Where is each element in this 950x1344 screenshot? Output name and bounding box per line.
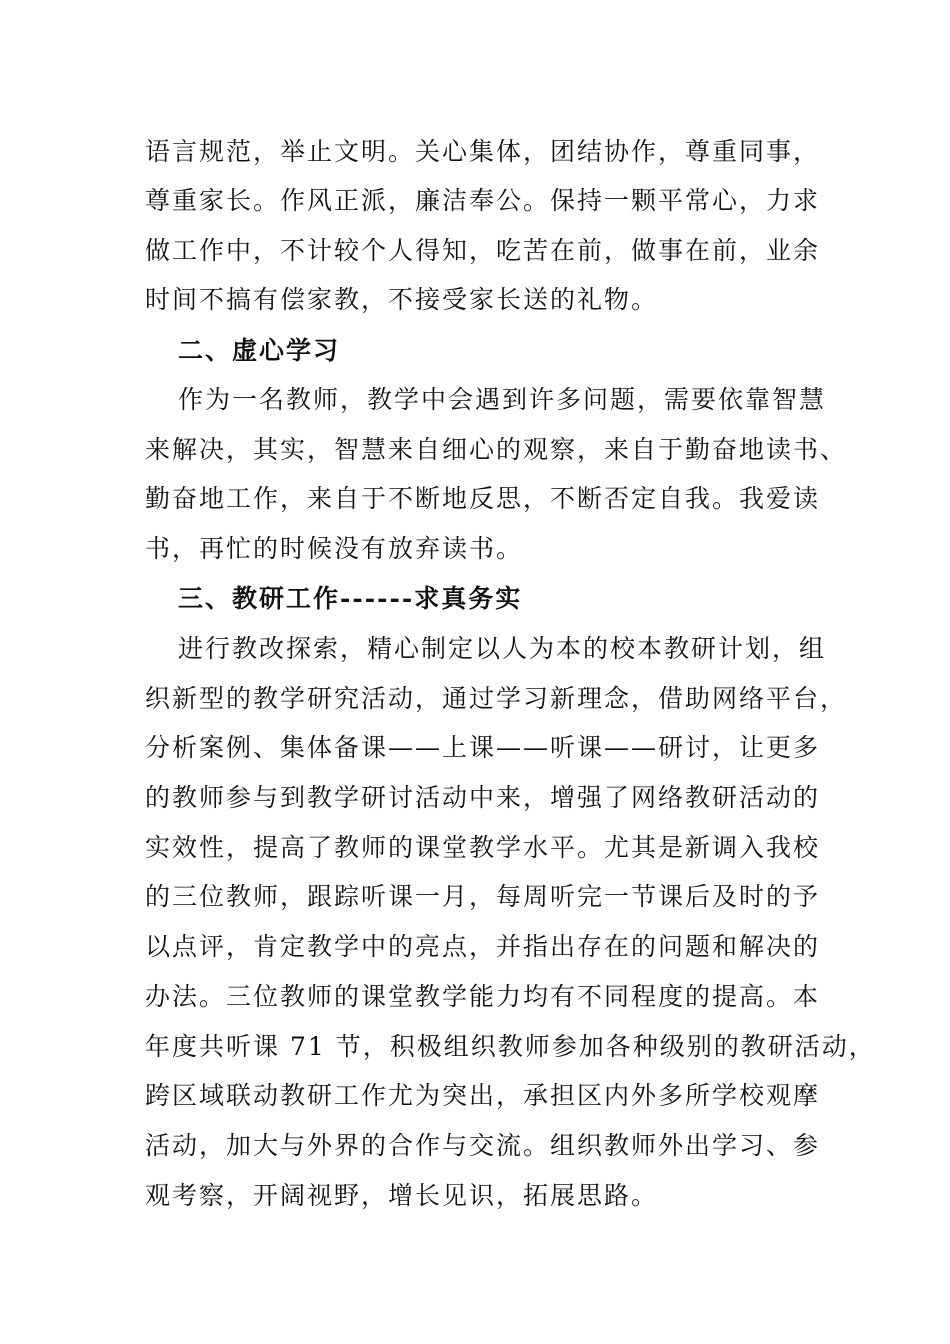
paragraph-line: 尊重家长。作风正派，廉洁奉公。保持一颗平常心，力求 xyxy=(145,186,821,215)
paragraph-line: 勤奋地工作，来自于不断地反思，不断否定自我。我爱读 xyxy=(145,484,821,513)
paragraph-line: 年度共听课 71 节，积极组织教师参加各种级别的教研活动， xyxy=(145,1032,876,1061)
section-heading-2: 二、虚心学习 xyxy=(178,336,341,365)
paragraph-line: 织新型的教学研究活动，通过学习新理念，借助网络平台， xyxy=(145,684,848,713)
paragraph-line: 作为一名教师，教学中会遇到许多问题，需要依靠智慧 xyxy=(178,385,827,414)
paragraph-line: 的教师参与到教学研讨活动中来，增强了网络教研活动的 xyxy=(145,783,821,812)
paragraph-line: 办法。三位教师的课堂教学能力均有不同程度的提高。本 xyxy=(145,982,821,1011)
paragraph-line: 以点评，肯定教学中的亮点，并指出存在的问题和解决的 xyxy=(145,932,821,961)
paragraph-line: 的三位教师，跟踪听课一月，每周听完一节课后及时的予 xyxy=(145,882,821,911)
paragraph-line: 观考察，开阔视野，增长见识，拓展思路。 xyxy=(145,1181,659,1210)
paragraph-line: 活动，加大与外界的合作与交流。组织教师外出学习、参 xyxy=(145,1131,821,1160)
paragraph-line: 分析案例、集体备课——上课——听课——研讨，让更多 xyxy=(145,733,821,762)
paragraph-line: 语言规范，举止文明。关心集体，团结协作，尊重同事， xyxy=(145,137,821,166)
paragraph-line: 跨区域联动教研工作尤为突出，承担区内外多所学校观摩 xyxy=(145,1081,821,1110)
paragraph-line: 时间不搞有偿家教，不接受家长送的礼物。 xyxy=(145,285,659,314)
paragraph-line: 书，再忙的时候没有放弃读书。 xyxy=(145,534,524,563)
section-heading-3: 三、教研工作------求真务实 xyxy=(178,584,523,613)
paragraph-line: 来解决，其实，智慧来自细心的观察，来自于勤奋地读书、 xyxy=(145,435,848,464)
paragraph-line: 做工作中，不计较个人得知，吃苦在前，做事在前，业余 xyxy=(145,236,821,265)
paragraph-line: 进行教改探索，精心制定以人为本的校本教研计划，组 xyxy=(178,634,827,663)
paragraph-line: 实效性，提高了教师的课堂教学水平。尤其是新调入我校 xyxy=(145,833,821,862)
